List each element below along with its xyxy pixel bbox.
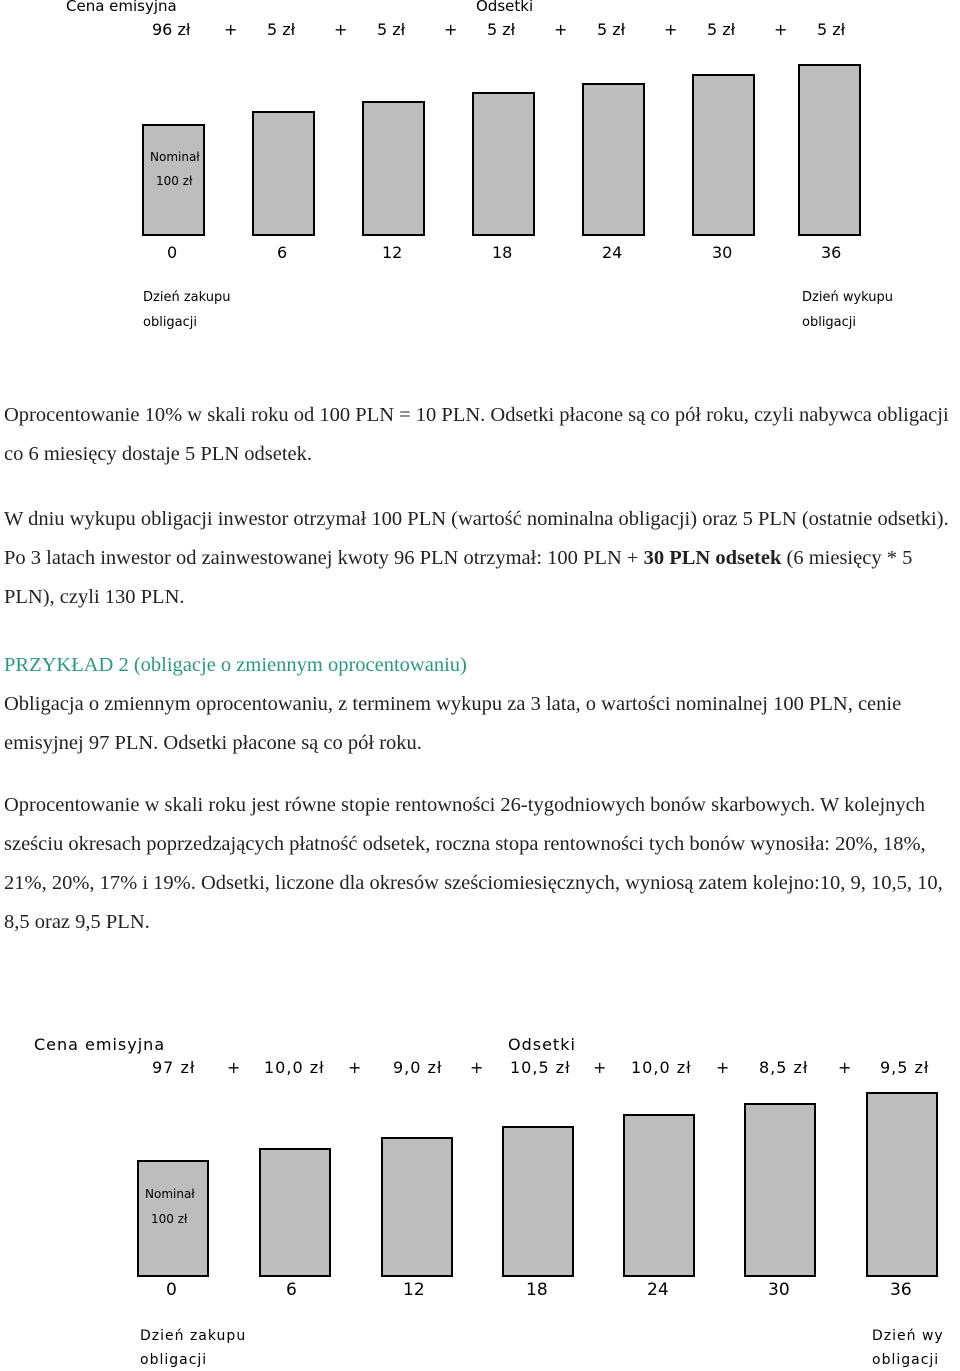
month-label: 0 (166, 1280, 177, 1300)
paragraph-interest-example-1 (4, 396, 960, 474)
issue-price-header: Cena emisyjna (34, 1035, 166, 1054)
bond-diagram-1 (0, 0, 960, 345)
redemption-day-label: Dzień wy (872, 1328, 944, 1344)
plus-sign: + (554, 20, 568, 39)
purchase-day-label: Dzień zakupu (140, 1328, 247, 1344)
paragraph-text: (6 miesięcy * 5 PLN), czyli 130 PLN. (4, 547, 913, 608)
month-label: 24 (602, 243, 623, 262)
bar-month-24 (623, 1114, 695, 1277)
top-value: 5 zł (707, 20, 736, 39)
paragraph-variable-rate (4, 786, 960, 942)
plus-sign: + (334, 20, 348, 39)
month-label: 36 (890, 1280, 912, 1300)
nominal-label: Nominał (145, 1187, 195, 1201)
month-label: 30 (712, 243, 733, 262)
bar-month-24 (582, 83, 645, 236)
purchase-day-label: Dzień zakupu (143, 290, 231, 305)
month-label: 12 (382, 243, 403, 262)
bar-month-12 (362, 101, 425, 236)
bar-month-18 (502, 1126, 574, 1277)
bar-month-6 (259, 1148, 331, 1277)
plus-sign: + (774, 20, 788, 39)
top-value: 10,0 zł (631, 1058, 692, 1077)
paragraph-redemption-summary (4, 500, 960, 617)
month-label: 6 (286, 1280, 297, 1300)
nominal-value: 100 zł (151, 1212, 188, 1226)
month-label: 36 (821, 243, 842, 262)
redemption-day-label: obligacji (802, 315, 857, 330)
section-heading: PRZYKŁAD 2 (obligacje o zmiennym oprocentowaniu) (4, 654, 467, 676)
plus-sign: + (664, 20, 678, 39)
bar-month-30 (692, 74, 755, 236)
plus-sign: + (470, 1058, 484, 1077)
top-value: 96 zł (152, 20, 191, 39)
month-label: 18 (526, 1280, 548, 1300)
top-value: 9,0 zł (393, 1058, 443, 1077)
redemption-day-label: Dzień wykupu (802, 290, 893, 305)
paragraph-text: Oprocentowanie w skali roku jest równe stopie rentowności 26-tygodniowych bonów skarbowych. W kolejnych sześciu okresach poprzedzających płatność odsetek, roczna stopa rentowności tych bonów wynosiła: 20%, 18%, 21%, 20%, 17% i 19%. Odsetki, liczone dla okresów sześciomiesięcznych, wyniosą zatem kolejno:10, 9, 10,5, 10, 8,5 oraz 9,5 PLN. (4, 794, 943, 933)
paragraph-text: Obligacja o zmiennym oprocentowaniu, z terminem wykupu za 3 lata, o wartości nominalnej 100 PLN, cenie emisyjnej 97 PLN. Odsetki płacone są co pół roku. (4, 693, 902, 754)
nominal-value: 100 zł (156, 174, 193, 188)
month-label: 30 (768, 1280, 790, 1300)
purchase-day-label: obligacji (140, 1352, 208, 1368)
nominal-label: Nominał (150, 150, 200, 164)
bar-month-12 (381, 1137, 453, 1277)
bold-emphasis: 30 PLN odsetek (643, 547, 782, 569)
plus-sign: + (444, 20, 458, 39)
plus-sign: + (227, 1058, 241, 1077)
top-value: 97 zł (152, 1058, 196, 1077)
purchase-day-label: obligacji (143, 315, 198, 330)
month-label: 18 (492, 243, 513, 262)
bar-month-6 (252, 111, 315, 236)
plus-sign: + (593, 1058, 607, 1077)
example-2-section (4, 646, 960, 763)
top-value: 5 zł (597, 20, 626, 39)
month-label: 0 (167, 243, 178, 262)
bar-month-18 (472, 92, 535, 236)
interest-header: Odsetki (508, 1035, 576, 1054)
top-value: 5 zł (267, 20, 296, 39)
plus-sign: + (716, 1058, 730, 1077)
bar-month-36 (866, 1092, 938, 1277)
bar-month-30 (744, 1103, 816, 1277)
interest-header: Odsetki (476, 0, 534, 15)
redemption-day-label: obligacji (872, 1352, 940, 1368)
paragraph-text: W dniu wykupu obligacji inwestor otrzymał 100 PLN (wartość nominalna obligacji) oraz 5 PLN (ostatnie odsetki). Po 3 latach inwestor od zainwestowanej kwoty 96 PLN otrzymał: 100 PLN + (4, 508, 949, 569)
top-value: 9,5 zł (880, 1058, 930, 1077)
top-value: 10,5 zł (510, 1058, 571, 1077)
plus-sign: + (224, 20, 238, 39)
paragraph-text: Oprocentowanie 10% w skali roku od 100 PLN = 10 PLN. Odsetki płacone są co pół roku, czyli nabywca obligacji co 6 miesięcy dostaje 5 PLN odsetek. (4, 404, 949, 465)
issue-price-header: Cena emisyjna (66, 0, 177, 15)
month-label: 24 (647, 1280, 669, 1300)
bar-month-36 (798, 64, 861, 236)
top-value: 5 zł (817, 20, 846, 39)
top-value: 10,0 zł (264, 1058, 325, 1077)
bond-diagram-2 (0, 1030, 960, 1371)
plus-sign: + (838, 1058, 852, 1077)
top-value: 5 zł (377, 20, 406, 39)
month-label: 12 (403, 1280, 425, 1300)
top-value: 5 zł (487, 20, 516, 39)
top-value: 8,5 zł (759, 1058, 809, 1077)
month-label: 6 (277, 243, 288, 262)
plus-sign: + (348, 1058, 362, 1077)
